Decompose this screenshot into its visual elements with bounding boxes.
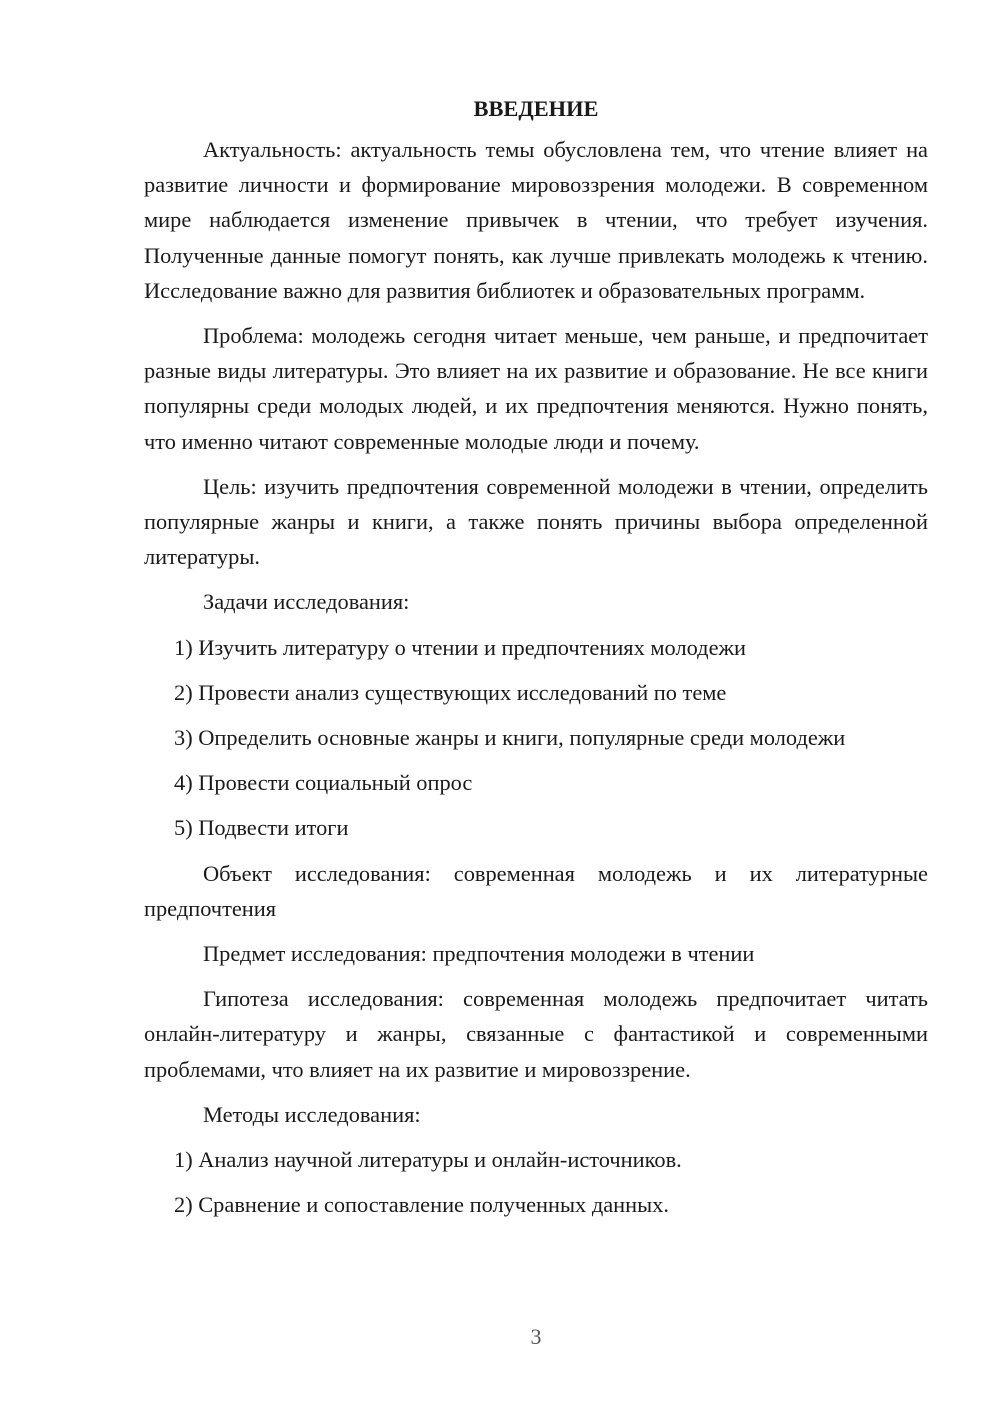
- list-item: 1) Анализ научной литературы и онлайн-источников.: [174, 1147, 682, 1173]
- methods-heading: Методы исследования:: [203, 1101, 421, 1127]
- document-page: [144, 96, 928, 1232]
- subject-paragraph: Предмет исследования: предпочтения молодежи в чтении: [203, 941, 755, 967]
- relevance-paragraph: Актуальность: актуальность темы обусловлена тем, что чтение влияет на развитие личности и формирование мировоззрения молодежи. В современном мире наблюдается изменение привычек в чтении, что требует изучения. Полученные данные помогут понять, как лучше привлекать молодежь к чтению. Исследование важно для развития библиотек и образовательных программ.: [144, 137, 928, 303]
- problem-paragraph: Проблема: молодежь сегодня читает меньше, чем раньше, и предпочитает разные виды литературы. Это влияет на их развитие и образование. Не все книги популярны среди молодых людей, и их предпочтения меняются. Нужно понять, что именно читают современные молодые люди и почему.: [144, 323, 928, 454]
- hypothesis-paragraph: Гипотеза исследования: современная молодежь предпочитает читать онлайн-литературу и жанры, связанные с фантастикой и современными проблемами, что влияет на их развитие и мировоззрение.: [144, 986, 928, 1082]
- list-item: 2) Сравнение и сопоставление полученных данных.: [174, 1192, 669, 1218]
- list-item: 2) Провести анализ существующих исследований по теме: [174, 679, 727, 705]
- object-paragraph: Объект исследования: современная молодежь и их литературные предпочтения: [144, 860, 928, 921]
- list-item: 5) Подвести итоги: [174, 815, 349, 841]
- list-item: 4) Провести социальный опрос: [174, 770, 473, 796]
- page-number: 3: [530, 1324, 542, 1349]
- list-item: 1) Изучить литературу о чтении и предпочтениях молодежи: [174, 634, 746, 660]
- tasks-heading: Задачи исследования:: [203, 589, 410, 615]
- list-item: 3) Определить основные жанры и книги, популярные среди молодежи: [174, 725, 846, 751]
- tasks-list: [144, 630, 928, 846]
- section-title: ВВЕДЕНИЕ: [473, 96, 599, 121]
- goal-paragraph: Цель: изучить предпочтения современной молодежи в чтении, определить популярные жанры и книги, а также понять причины выбора определенной литературы.: [144, 473, 928, 570]
- methods-list: [144, 1142, 928, 1222]
